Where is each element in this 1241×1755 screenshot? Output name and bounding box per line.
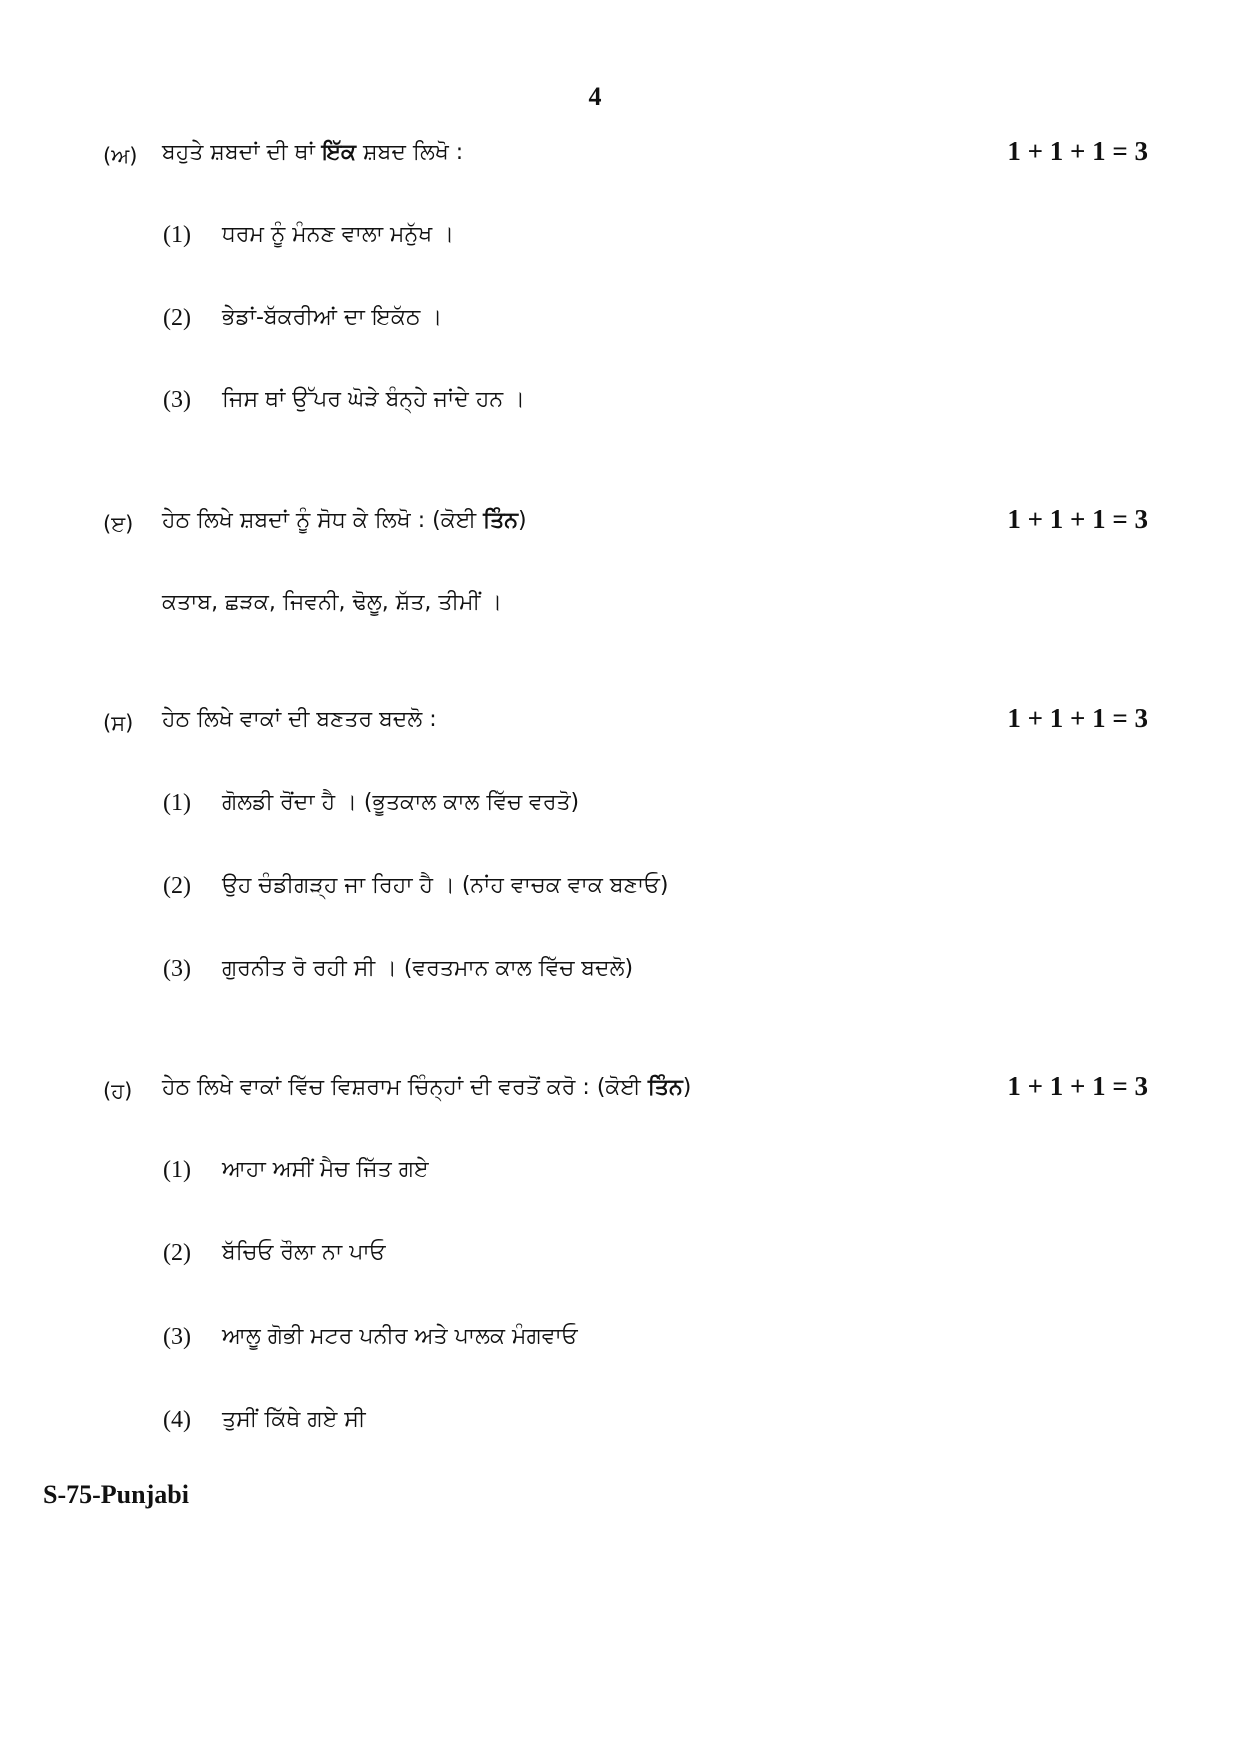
question-s-item-2-text: ਉਹ ਚੰਡੀਗੜ੍ਹ ਜਾ ਰਿਹਾ ਹੈ । (ਨਾਂਹ ਵਾਚਕ ਵਾਕ ਬਣਾਓ) bbox=[222, 873, 669, 898]
question-a-instruction-pre: ਬਹੁਤੇ ਸ਼ਬਦਾਂ ਦੀ ਥਾਂ bbox=[162, 140, 322, 165]
question-h-item-3-text: ਆਲੂ ਗੋਭੀ ਮਟਰ ਪਨੀਰ ਅਤੇ ਪਾਲਕ ਮੰਗਵਾਓ bbox=[222, 1324, 578, 1349]
question-s-instruction: ਹੇਠ ਲਿਖੇ ਵਾਕਾਂ ਦੀ ਬਣਤਰ ਬਦਲੋ : bbox=[162, 707, 437, 732]
question-h-marks: 1 + 1 + 1 = 3 bbox=[1007, 1071, 1148, 1101]
question-s-item-1-number: (1) bbox=[163, 790, 191, 816]
question-h-item-2-number: (2) bbox=[163, 1240, 191, 1266]
footer-paper-code: S-75-Punjabi bbox=[43, 1480, 189, 1509]
question-s-letter: (ਸ) bbox=[103, 711, 134, 735]
question-s-item-1-text: ਗੋਲਡੀ ਰੋਂਦਾ ਹੈ । (ਭੂਤਕਾਲ ਕਾਲ ਵਿੱਚ ਵਰਤੋ) bbox=[222, 790, 580, 815]
question-s-item-3-text: ਗੁਰਨੀਤ ਰੋ ਰਹੀ ਸੀ । (ਵਰਤਮਾਨ ਕਾਲ ਵਿੱਚ ਬਦਲੋ) bbox=[222, 956, 634, 981]
question-h-instruction bbox=[162, 1075, 691, 1100]
question-a-item-3-number: (3) bbox=[163, 387, 191, 413]
question-h-item-4-number: (4) bbox=[163, 1407, 191, 1433]
question-s-marks: 1 + 1 + 1 = 3 bbox=[1007, 703, 1148, 733]
question-e-instruction bbox=[162, 508, 527, 533]
question-s-item-2-number: (2) bbox=[163, 873, 191, 899]
question-a-instruction bbox=[162, 140, 463, 165]
question-a-letter: (ਅ) bbox=[103, 144, 138, 168]
question-e-instruction-pre: ਹੇਠ ਲਿਖੇ ਸ਼ਬਦਾਂ ਨੂੰ ਸੋਧ ਕੇ ਲਿਖੋ : (ਕੋਈ bbox=[162, 508, 484, 533]
question-a-item-1-number: (1) bbox=[163, 222, 191, 248]
question-h-item-2-text: ਬੱਚਿਓ ਰੌਲਾ ਨਾ ਪਾਓ bbox=[222, 1240, 386, 1265]
question-a-item-2-text: ਭੇਡਾਂ-ਬੱਕਰੀਆਂ ਦਾ ਇਕੱਠ । bbox=[222, 305, 443, 330]
question-s-item-3-number: (3) bbox=[163, 956, 191, 982]
question-h-item-1-number: (1) bbox=[163, 1157, 191, 1183]
question-h-item-3-number: (3) bbox=[163, 1324, 191, 1350]
question-e-instruction-post: ) bbox=[518, 508, 527, 533]
question-e-marks: 1 + 1 + 1 = 3 bbox=[1007, 504, 1148, 534]
question-a-item-3-text: ਜਿਸ ਥਾਂ ਉੱਪਰ ਘੋੜੇ ਬੰਨ੍ਹੇ ਜਾਂਦੇ ਹਨ । bbox=[222, 387, 525, 412]
question-h-instruction-pre: ਹੇਠ ਲਿਖੇ ਵਾਕਾਂ ਵਿੱਚ ਵਿਸ਼ਰਾਮ ਚਿੰਨ੍ਹਾਂ ਦੀ ਵਰਤੋਂ ਕਰੋ : (ਕੋਈ bbox=[162, 1075, 648, 1100]
question-a-instruction-post: ਸ਼ਬਦ ਲਿਖੋ : bbox=[355, 140, 464, 165]
question-a-marks: 1 + 1 + 1 = 3 bbox=[1007, 136, 1148, 166]
question-h-instruction-post: ) bbox=[682, 1075, 692, 1100]
question-h-item-1-text: ਆਹਾ ਅਸੀਂ ਮੈਚ ਜਿੱਤ ਗਏ bbox=[222, 1157, 429, 1182]
question-h-instruction-bold: ਤਿੰਨ bbox=[647, 1075, 683, 1100]
page-number: 4 bbox=[588, 82, 602, 111]
question-h-letter: (ਹ) bbox=[103, 1079, 133, 1103]
question-e-words-line: ਕਤਾਬ, ਛੜਕ, ਜਿਵਨੀ, ਢੋਲੂ, ਸ਼ੱਤ, ਤੀਮੀਂ । bbox=[162, 590, 503, 615]
question-a-item-2-number: (2) bbox=[163, 305, 191, 331]
question-a-item-1-text: ਧਰਮ ਨੂੰ ਮੰਨਣ ਵਾਲਾ ਮਨੁੱਖ । bbox=[222, 222, 455, 247]
question-e-instruction-bold: ਤਿੰਨ bbox=[483, 508, 519, 533]
question-h-item-4-text: ਤੁਸੀਂ ਕਿੱਥੇ ਗਏ ਸੀ bbox=[222, 1407, 366, 1432]
question-a-instruction-bold: ਇੱਕ bbox=[321, 140, 356, 165]
question-e-letter: (ੲ) bbox=[103, 512, 134, 536]
